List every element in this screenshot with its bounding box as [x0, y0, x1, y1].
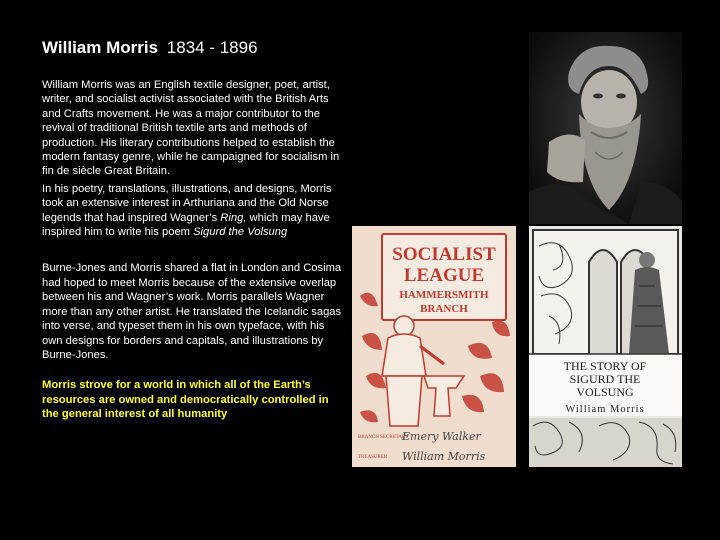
legends-text-a: In his poetry, translations, illustrations, and designs, Morris took an extensive interest in Arthuriana and the Old Norse legends that had inspired Wagner’s: [42, 182, 332, 224]
legends-text-b: which may have inspired him to write his poem: [42, 211, 330, 239]
sigurd-book-cover-image: [529, 226, 682, 467]
cover-title-line3: VOLSUNG: [576, 385, 634, 399]
poster-line1: SOCIALIST: [392, 244, 496, 265]
paragraph-wagner: Burne-Jones and Morris shared a flat in London and Cosima had hoped to meet Morris because of the extensive overlap between his and Wagner’s work. Morris parallels Wagner more than any other artist. He translated the Icelandic sagas into verse, and typeset them in his own typeface, with his own designs for borders and capitals, and illustrations by Burne-Jones.: [42, 262, 342, 361]
slide-title: [42, 38, 258, 58]
socialist-league-card-image: [352, 226, 516, 467]
poster-line2: LEAGUE: [403, 265, 485, 286]
poster-secretary-signature: Emery Walker: [402, 430, 481, 443]
highlight-quote: Morris strove for a world in which all of the Earth’s resources are owned and democratically controlled in the general interest of all humanity: [42, 379, 329, 421]
cover-title-line1: THE STORY OF: [563, 359, 647, 373]
morris-portrait-photo: [529, 32, 682, 224]
ring-title: Ring,: [220, 211, 247, 224]
poster-line4: BRANCH: [420, 303, 468, 315]
body-text: [42, 78, 342, 425]
poster-secretary-label: BRANCH SECRETARY: [358, 435, 409, 440]
paragraph-biography: William Morris was an English textile designer, poet, artist, writer, and socialist activist associated with the British Arts and Crafts movement. He was a major contributor to the revival of traditional British textile arts and methods of production. His literary contributions helped to establish the modern fantasy genre, while he campaigned for socialism in fin de siècle Great Britain.: [42, 79, 340, 178]
poster-treasurer-label: TREASURER: [358, 455, 388, 460]
paragraph-legends: [42, 182, 342, 240]
poster-line3: HAMMERSMITH: [399, 289, 489, 301]
cover-title-line2: SIGURD THE: [569, 372, 641, 386]
sigurd-title: Sigurd the Volsung: [193, 226, 288, 239]
cover-author: William Morris: [565, 404, 645, 415]
title-name: William Morris: [42, 38, 159, 57]
title-years: 1834 - 1896: [166, 38, 258, 57]
poster-treasurer-signature: William Morris: [402, 450, 486, 463]
